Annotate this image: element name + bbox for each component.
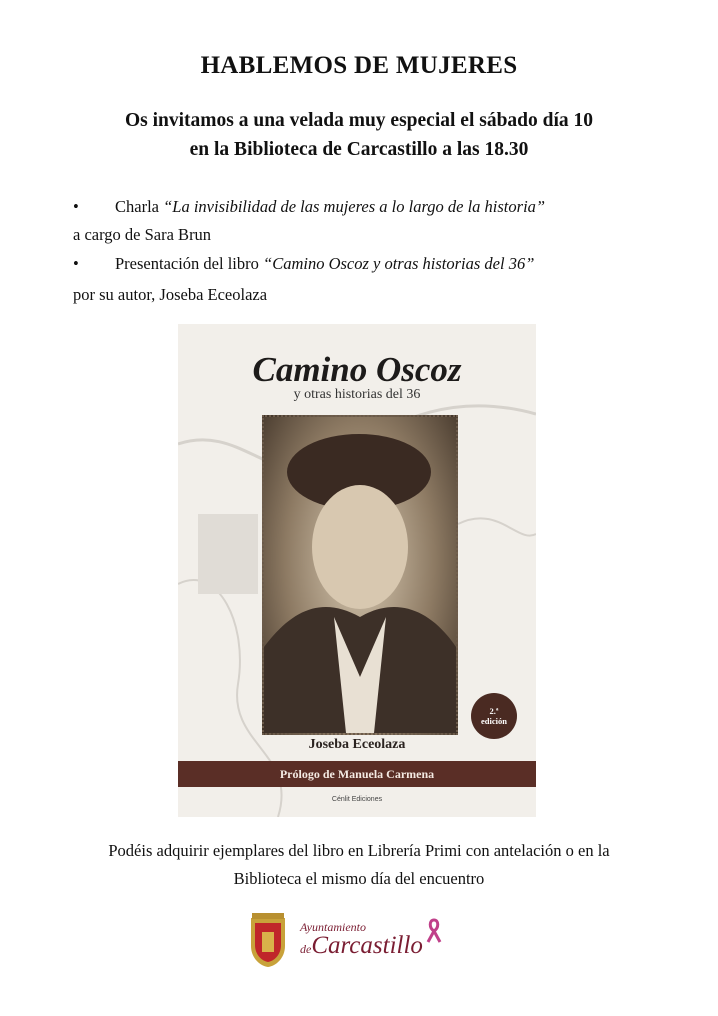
bullet: • xyxy=(73,197,79,216)
book-cover-title: Camino Oscoz xyxy=(252,350,462,389)
bullet: • xyxy=(73,254,79,273)
ayuntamiento-logo xyxy=(248,912,444,970)
book-title-quote: “Camino Oscoz y otras historias del 36” xyxy=(263,254,535,273)
publisher: Cénlit Ediciones xyxy=(331,796,383,803)
invitation-line-2: en la Biblioteca de Carcastillo a las 18.30 xyxy=(189,139,529,160)
footer-line-2: Biblioteca el mismo día del encuentro xyxy=(233,869,485,888)
poster-title: HABLEMOS DE MUJERES xyxy=(200,52,518,79)
book-author: Joseba Eceolaza xyxy=(308,737,406,752)
footer-line-1: Podéis adquirir ejemplares del libro en Librería Primi con antelación o en la xyxy=(108,841,610,860)
coat-of-arms-icon xyxy=(248,912,288,968)
logo-line-1: Ayuntamiento xyxy=(300,920,366,934)
prologue-band: Prólogo de Manuela Carmena xyxy=(178,761,536,787)
program-item-2 xyxy=(73,254,534,274)
logo-town: Carcastillo xyxy=(311,932,423,959)
program-item-prefix: Presentación del libro xyxy=(115,254,264,273)
book-cover-subtitle: y otras historias del 36 xyxy=(293,387,421,402)
book-cover xyxy=(178,324,536,817)
program-item-1 xyxy=(73,197,545,217)
program-item-1-by: a cargo de Sara Brun xyxy=(73,225,212,244)
talk-title: “La invisibilidad de las mujeres a lo largo de la historia” xyxy=(163,197,546,216)
edition-badge xyxy=(471,693,517,739)
logo-name xyxy=(300,932,423,960)
invitation-line-1: Os invitamos a una velada muy especial el sábado día 10 xyxy=(124,110,594,131)
logo-de: de xyxy=(300,942,312,956)
edition-number: 2.ª xyxy=(489,706,499,716)
program-item-2-by: por su autor, Joseba Eceolaza xyxy=(73,285,268,304)
program-item-prefix: Charla xyxy=(115,197,164,216)
portrait-photo xyxy=(262,415,458,735)
edition-label: edición xyxy=(481,716,507,726)
pink-ribbon-icon xyxy=(426,918,442,944)
